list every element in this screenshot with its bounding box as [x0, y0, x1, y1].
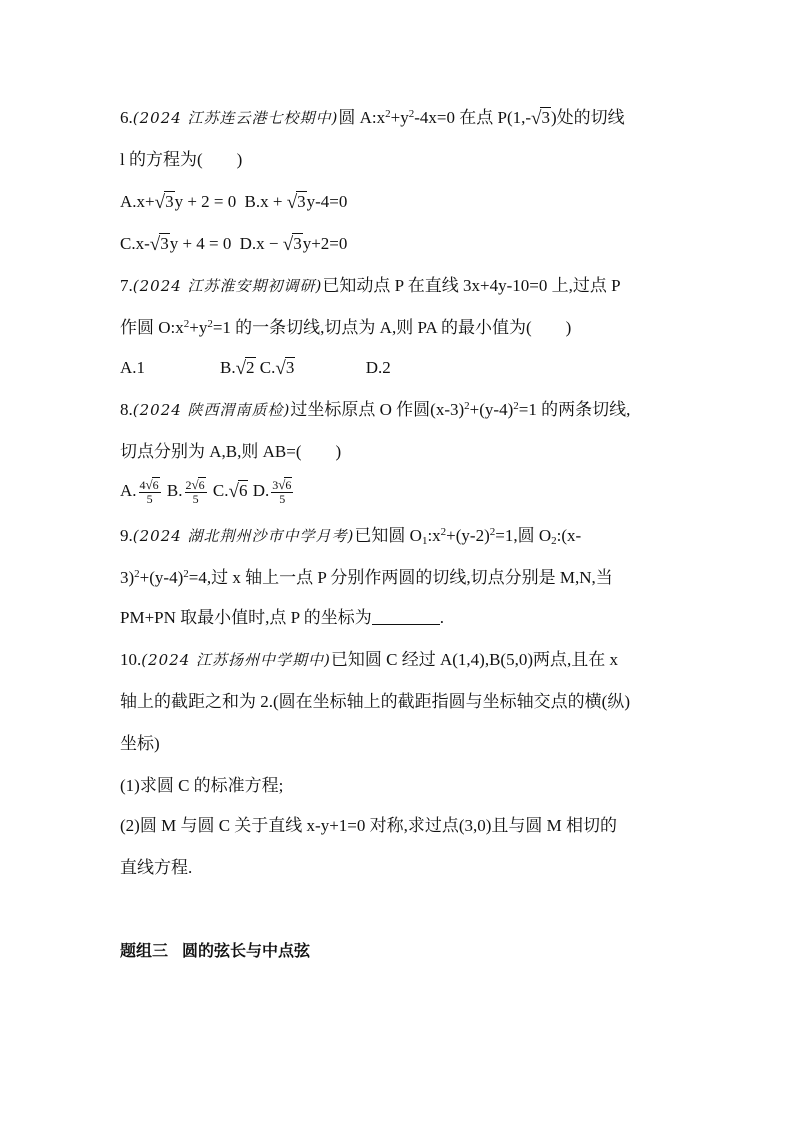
q7-option-a: A.1 — [120, 358, 146, 377]
q10-stem-line3: 坐标) — [120, 734, 160, 753]
fraction: $\frac{4√6}{5}$ — [139, 477, 159, 506]
q6-number: 6. — [120, 108, 133, 127]
q7-source: (2024 江苏淮安期初调研) — [132, 277, 323, 295]
sqrt-expression: √3 — [154, 192, 174, 213]
q10-source: (2024 江苏扬州中学期中) — [141, 651, 331, 669]
q10-part2-line2: 直线方程. — [120, 858, 193, 877]
q6-stem-line2: l 的方程为( ) — [120, 150, 243, 169]
q9-stem-line3: PM+PN 取最小值时,点 P 的坐标为 . — [120, 608, 444, 627]
q9-source: (2024 湖北荆州沙市中学月考) — [132, 527, 355, 545]
q6-option-b: B.x + √3y-4=0 — [244, 192, 348, 213]
q6-option-d: D.x − √3y+2=0 — [239, 234, 348, 255]
q6-stem-line1: 6.(2024 江苏连云港七校期中)圆 $A:x^2+y^2-4x=0$ 在点 P(1,-√3)处的切线 — [120, 108, 625, 129]
q10-stem-line1: 10.(2024 江苏扬州中学期中)已知圆 C 经过 A(1,4),B(5,0)两点,且在 x — [120, 650, 619, 669]
q7-option-b: B.√2 — [220, 358, 255, 379]
q8-stem-line2: 切点分别为 A,B,则 AB=( ) — [120, 442, 342, 461]
q8-stem-line1: 8.(2024 陕西渭南质检)过坐标原点 O 作圆$(x-3)^2+(y-4)^2=1$ 的两条切线, — [120, 400, 631, 419]
q8-option-c: C.√6 — [212, 480, 248, 502]
sqrt-expression: √3 — [282, 234, 302, 255]
q7-options — [120, 356, 391, 380]
section-heading — [120, 938, 324, 961]
q8-option-a: A. $\frac{4√6}{5}$ — [120, 477, 159, 506]
sqrt-expression: √3 — [275, 358, 295, 379]
sqrt-expression: √3 — [149, 234, 169, 255]
section-title: 圆的弦长与中点弦 — [182, 941, 311, 960]
q8-options — [120, 478, 295, 506]
q8-number: 8. — [120, 400, 133, 419]
q7-option-c: C.√3 — [259, 358, 295, 379]
q7-number: 7. — [120, 276, 133, 295]
fraction: $\frac{2√6}{5}$ — [185, 477, 205, 506]
sqrt-expression: √3 — [286, 192, 306, 213]
q7-stem-line2: 作圆 $O:x^2+y^2=1$ 的一条切线,切点为 A,则 PA 的最小值为( ) — [120, 318, 572, 337]
q6-source: (2024 江苏连云港七校期中) — [132, 109, 339, 127]
q9-stem-line1: 9.(2024 湖北荆州沙市中学月考)已知圆 $O_1:x^2+(y-2)^2=1$,圆 $O_2:(x-$ — [120, 526, 582, 547]
q6-option-a: A.x+√3y + 2 = 0 — [120, 192, 237, 213]
q7-stem-line1: 7.(2024 江苏淮安期初调研)已知动点 P 在直线 3x+4y-10=0 上,过点 P — [120, 276, 621, 295]
q7-option-d: D.2 — [365, 358, 391, 377]
sqrt-expression: √3 — [531, 108, 550, 129]
answer-blank — [372, 608, 440, 625]
sqrt-expression: √6 — [228, 480, 248, 502]
q6-options-row2 — [120, 232, 347, 256]
q8-source: (2024 陕西渭南质检) — [132, 401, 291, 419]
q6-options-row1 — [120, 190, 347, 214]
q10-part1: (1)求圆 C 的标准方程; — [120, 776, 284, 795]
q8-option-d: D. $\frac{3√6}{5}$ — [252, 477, 292, 506]
q10-stem-line2: 轴上的截距之和为 2.(圆在坐标轴上的截距指圆与坐标轴交点的横(纵) — [120, 692, 630, 711]
fraction: $\frac{3√6}{5}$ — [272, 477, 292, 506]
sqrt-expression: √2 — [235, 358, 255, 379]
q9-stem-line2: $3)^2+(y-4)^2=4$,过 x 轴上一点 P 分别作两圆的切线,切点分别是 M,N,当 — [120, 568, 613, 587]
q9-number: 9. — [120, 526, 133, 545]
section-label: 题组三 — [120, 941, 169, 960]
q8-option-b: B. $\frac{2√6}{5}$ — [166, 477, 205, 506]
q6-option-c: C.x-√3y + 4 = 0 — [120, 234, 232, 255]
q10-number: 10. — [120, 650, 142, 669]
q10-part2: (2)圆 M 与圆 C 关于直线 x-y+1=0 对称,求过点(3,0)且与圆 M 相切的 — [120, 816, 618, 835]
